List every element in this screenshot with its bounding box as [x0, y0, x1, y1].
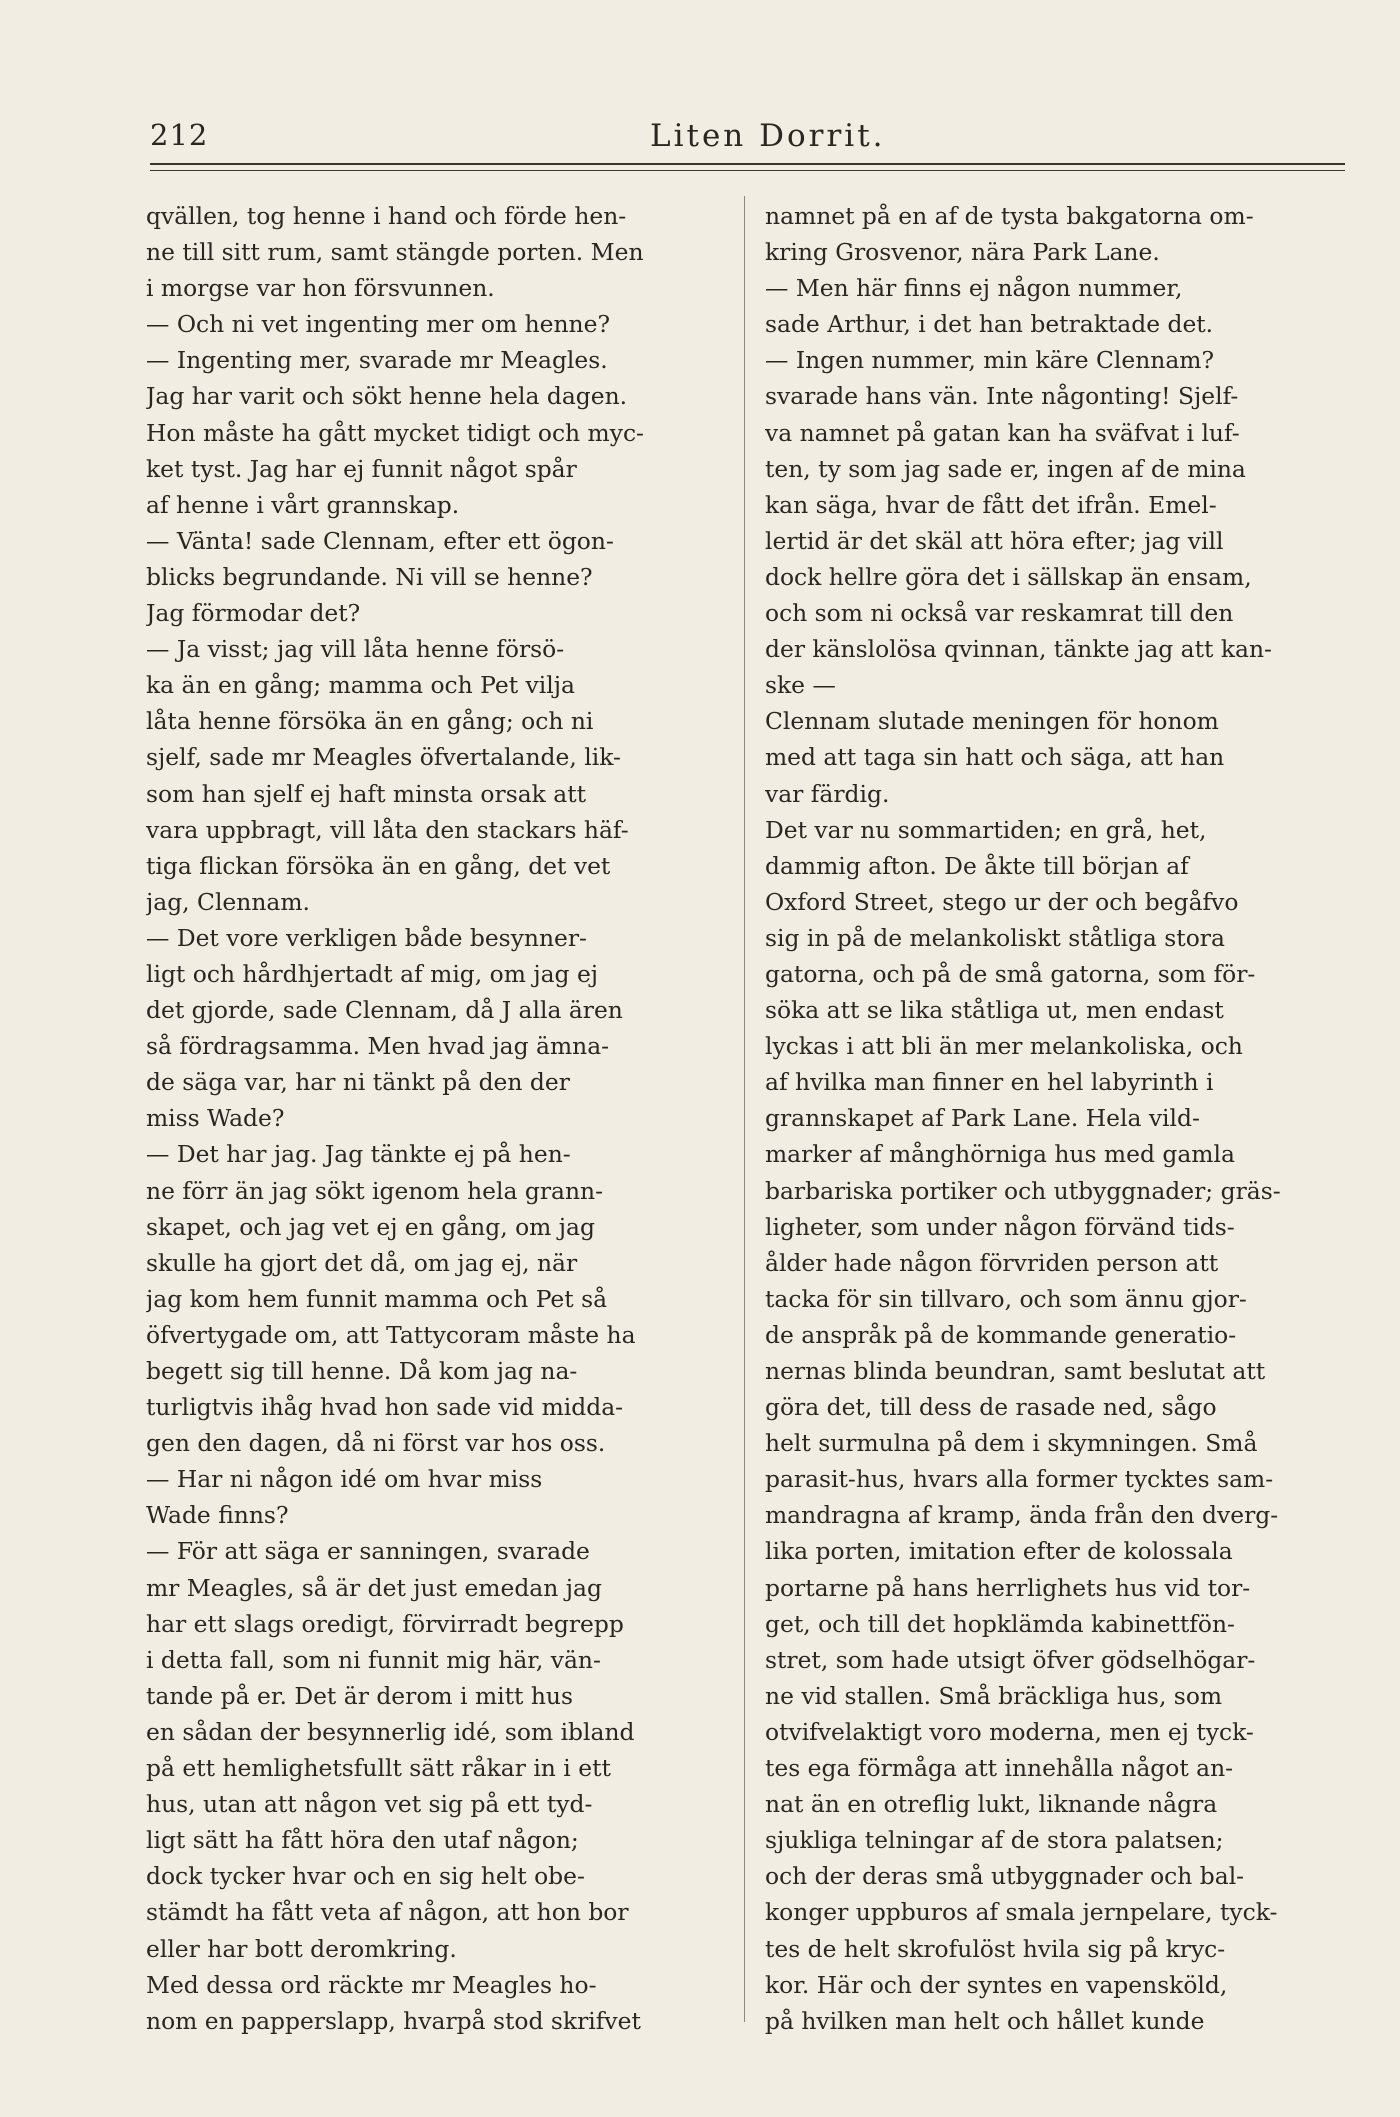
text-line: nat än en otreflig lukt, liknande några — [765, 1790, 1218, 1819]
text-line: — Ingenting mer, svarade mr Meagles. — [146, 346, 608, 375]
text-line: ne förr än jag sökt igenom hela grann- — [146, 1176, 603, 1205]
text-line: Oxford Street, stego ur der och begåfvo — [765, 887, 1239, 916]
text-line: konger uppburos af smala jernpelare, tyck- — [765, 1898, 1278, 1927]
text-line: det gjorde, sade Clennam, då J alla ären — [146, 996, 623, 1025]
text-line: — Vänta! sade Clennam, efter ett ögon- — [146, 526, 614, 555]
text-line: Jag förmodar det? — [146, 599, 361, 628]
text-line: mandragna af kramp, ända från den dverg- — [765, 1501, 1279, 1530]
text-line: Clennam slutade meningen för honom — [765, 707, 1219, 736]
text-line: Med dessa ord räckte mr Meagles ho- — [146, 1970, 597, 1999]
header-rule — [150, 163, 1345, 171]
text-line: ne vid stallen. Små bräckliga hus, som — [765, 1681, 1223, 1710]
text-line: stret, som hade utsigt öfver gödselhögar- — [765, 1645, 1256, 1674]
text-line: ka än en gång; mamma och Pet vilja — [146, 671, 575, 700]
text-line: ket tyst. Jag har ej funnit något spår — [146, 454, 577, 483]
text-line: namnet på en af de tysta bakgatorna om- — [765, 202, 1254, 230]
text-line: barbariska portiker och utbyggnader; gräs- — [765, 1176, 1281, 1205]
text-line: på hvilken man helt och hållet kunde — [765, 2006, 1205, 2035]
text-line: de anspråk på de kommande generatio- — [765, 1320, 1237, 1349]
text-line: med att taga sin hatt och säga, att han — [765, 743, 1225, 772]
text-line: begett sig till henne. Då kom jag na- — [146, 1357, 578, 1385]
text-line: var färdig. — [765, 779, 890, 808]
text-line: tande på er. Det är derom i mitt hus — [146, 1681, 573, 1710]
text-line: turligtvis ihåg hvad hon sade vid midda- — [146, 1393, 624, 1422]
text-line: — Det har jag. Jag tänkte ej på hen- — [146, 1140, 571, 1169]
text-line: ligt sätt ha fått höra den utaf någon; — [146, 1826, 579, 1855]
text-line: Jag har varit och sökt henne hela dagen. — [146, 382, 628, 411]
text-line: sade Arthur, i det han betraktade det. — [765, 310, 1214, 339]
right-text-column — [765, 198, 1343, 2039]
text-line: mr Meagles, så är det just emedan jag — [146, 1573, 602, 1602]
text-line: lertid är det skäl att höra efter; jag vill — [765, 526, 1224, 555]
text-line: i detta fall, som ni funnit mig här, vän- — [146, 1645, 601, 1674]
text-line: portarne på hans herrlighets hus vid tor- — [765, 1573, 1251, 1602]
text-line: grannskapet af Park Lane. Hela vild- — [765, 1104, 1200, 1133]
text-line: skapet, och jag vet ej en gång, om jag — [146, 1212, 595, 1241]
text-line: — Ingen nummer, min käre Clennam? — [765, 346, 1215, 375]
text-line: — Har ni någon idé om hvar miss — [146, 1465, 543, 1494]
text-line: af henne i vårt grannskap. — [146, 490, 460, 519]
running-title: Liten Dorrit. — [650, 118, 886, 154]
text-line: Hon måste ha gått mycket tidigt och myc- — [146, 418, 644, 447]
text-line: låta henne försöka än en gång; och ni — [146, 707, 594, 736]
text-line: tiga flickan försöka än en gång, det vet — [146, 851, 611, 880]
text-line: skulle ha gjort det då, om jag ej, när — [146, 1248, 578, 1277]
text-line: jag kom hem funnit mamma och Pet så — [146, 1284, 608, 1313]
text-line: eller har bott deromkring. — [146, 1934, 457, 1963]
text-line: göra det, till dess de rasade ned, sågo — [765, 1393, 1217, 1422]
text-line: sjelf, sade mr Meagles öfvertalande, lik- — [146, 743, 621, 772]
text-line: tacka för sin tillvaro, och som ännu gjor- — [765, 1284, 1247, 1313]
text-line: — Och ni vet ingenting mer om henne? — [146, 310, 611, 339]
text-line: dock hellre göra det i sällskap än ensam, — [765, 562, 1252, 591]
text-line: som han sjelf ej haft minsta orsak att — [146, 779, 586, 808]
text-line: helt surmulna på dem i skymningen. Små — [765, 1429, 1258, 1458]
page-header — [150, 118, 1345, 158]
text-line: lyckas i att bli än mer melankoliska, och — [765, 1032, 1243, 1061]
text-line: i morgse var hon försvunnen. — [146, 274, 495, 303]
text-line: — Men här finns ej någon nummer, — [765, 274, 1183, 303]
text-line: Wade finns? — [146, 1501, 289, 1530]
text-line: ligt och hårdhjertadt af mig, om jag ej — [146, 959, 599, 988]
text-line: Det var nu sommartiden; en grå, het, — [765, 815, 1207, 844]
column-divider — [744, 196, 745, 2022]
left-text-column — [146, 198, 724, 2039]
text-line: en sådan der besynnerlig idé, som ibland — [146, 1717, 635, 1746]
text-line: — Det vore verkligen både besynner- — [146, 923, 587, 952]
text-line: ålder hade någon förvriden person att — [765, 1248, 1219, 1277]
text-line: vara uppbragt, vill låta den stackars häf- — [146, 815, 629, 844]
text-line: kan säga, hvar de fått det ifrån. Emel- — [765, 490, 1217, 519]
text-line: ne till sitt rum, samt stängde porten. Men — [146, 238, 644, 267]
text-line: hus, utan att någon vet sig på ett tyd- — [146, 1790, 593, 1819]
text-line: va namnet på gatan kan ha sväfvat i luf- — [765, 418, 1240, 447]
text-line: dammig afton. De åkte till början af — [765, 851, 1189, 880]
text-line: sjukliga telningar af de stora palatsen; — [765, 1826, 1224, 1855]
text-line: har ett slags oredigt, förvirradt begrepp — [146, 1609, 624, 1638]
text-line: tes de helt skrofulöst hvila sig på kryc- — [765, 1934, 1226, 1963]
text-line: och der deras små utbyggnader och bal- — [765, 1862, 1245, 1891]
text-line: der känslolösa qvinnan, tänkte jag att kan- — [765, 635, 1272, 664]
text-line: marker af månghörniga hus med gamla — [765, 1140, 1235, 1169]
text-line: miss Wade? — [146, 1104, 285, 1133]
text-line: blicks begrundande. Ni vill se henne? — [146, 562, 593, 591]
text-line: kring Grosvenor, nära Park Lane. — [765, 238, 1160, 267]
text-line: — Ja visst; jag vill låta henne försö- — [146, 635, 565, 664]
text-line: ligheter, som under någon förvänd tids- — [765, 1212, 1235, 1241]
text-line: lika porten, imitation efter de kolossala — [765, 1537, 1233, 1566]
text-line: de säga var, har ni tänkt på den der — [146, 1068, 570, 1097]
page-number: 212 — [150, 118, 209, 152]
text-line: — För att säga er sanningen, svarade — [146, 1537, 590, 1566]
text-line: af hvilka man finner en hel labyrinth i — [765, 1068, 1214, 1097]
text-line: på ett hemlighetsfullt sätt råkar in i ett — [146, 1754, 611, 1783]
text-line: och som ni också var reskamrat till den — [765, 599, 1234, 628]
text-line: nom en papperslapp, hvarpå stod skrifvet — [146, 2006, 641, 2035]
text-line: ten, ty som jag sade er, ingen af de mina — [765, 454, 1246, 483]
text-line: jag, Clennam. — [146, 887, 310, 916]
text-line: otvifvelaktigt voro moderna, men ej tyck- — [765, 1717, 1254, 1746]
text-line: svarade hans vän. Inte någonting! Sjelf- — [765, 382, 1239, 411]
text-line: gatorna, och på de små gatorna, som för- — [765, 959, 1256, 988]
text-line: tes ega förmåga att innehålla något an- — [765, 1754, 1234, 1783]
text-line: dock tycker hvar och en sig helt obe- — [146, 1862, 585, 1891]
text-line: qvällen, tog henne i hand och förde hen- — [146, 202, 627, 230]
text-line: stämdt ha fått veta af någon, att hon bor — [146, 1898, 629, 1927]
text-line: parasit-hus, hvars alla former tycktes sam- — [765, 1465, 1274, 1494]
text-line: öfvertygade om, att Tattycoram måste ha — [146, 1320, 636, 1349]
text-line: sig in på de melankoliskt ståtliga stora — [765, 923, 1225, 952]
text-line: söka att se lika ståtliga ut, men endast — [765, 996, 1224, 1025]
text-line: nernas blinda beundran, samt beslutat att — [765, 1357, 1266, 1385]
text-line: ske — — [765, 671, 836, 700]
text-line: kor. Här och der syntes en vapensköld, — [765, 1970, 1228, 1999]
text-line: gen den dagen, då ni först var hos oss. — [146, 1429, 606, 1458]
text-line: så fördragsamma. Men hvad jag ämna- — [146, 1032, 610, 1061]
text-line: get, och till det hopklämda kabinettfön- — [765, 1609, 1235, 1638]
